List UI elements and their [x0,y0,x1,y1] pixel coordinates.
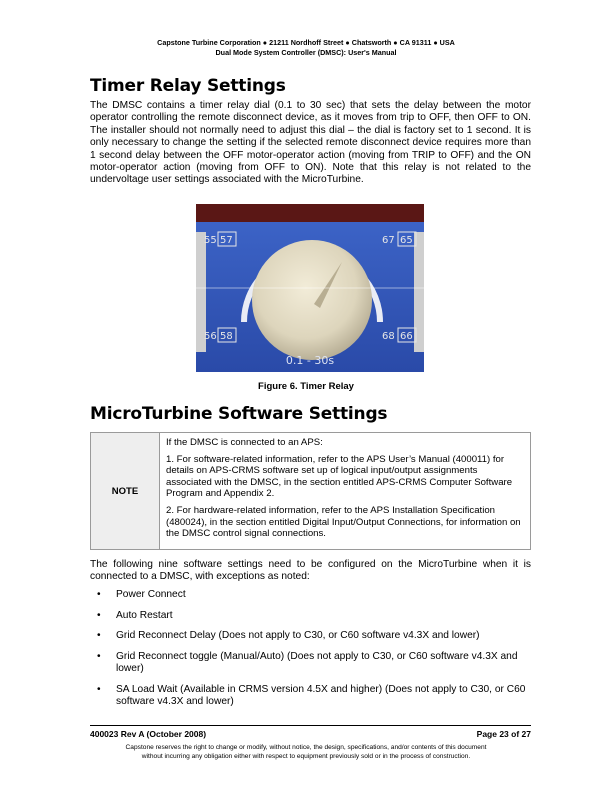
section-title-software-settings: MicroTurbine Software Settings [90,404,388,424]
figure-caption: Figure 6. Timer Relay [258,381,354,392]
terminal-65-label: 65 [400,235,413,246]
list-item-text: Auto Restart [116,609,173,621]
timer-relay-photo [196,204,424,372]
timer-dial [252,240,372,360]
list-item-text: Grid Reconnect toggle (Manual/Auto) (Does not apply to C30, or C60 software v4.3X and lower) [116,650,518,675]
note-label: NOTE [91,433,160,549]
terminal-56-label: 56 [204,331,217,342]
timer-relay-paragraph: The DMSC contains a timer relay dial (0.1 to 30 sec) that sets the delay between the motor operator controlling the remote disconnect device, as it moves from trip to OFF, then OFF to ON. The installer should not normally need to adjust this dial – the dial is factory set to 1 second. It is only necessary to change the setting if the selected remote disconnect device requires more than 1 second delay between the OFF motor-operator action (moving from TRIP to OFF) and the ON motor-operator action (moving from OFF to ON). Note that this relay is not related to the undervoltage user settings associated with the MicroTurbine. [90,100,531,186]
note-paragraph-3: 2. For hardware-related information, refer to the APS Installation Specification (480024), in the section entitled Digital Input/Output Connections, for information on the DMSC control signal connections. [166,504,521,540]
list-item [90,630,531,642]
list-item-text: Grid Reconnect Delay (Does not apply to C30, or C60 software v4.3X and lower) [116,630,480,642]
terminal-66-label: 66 [400,331,413,342]
footer-disclaimer [0,743,612,761]
list-item [90,684,531,709]
footer-disclaimer-line-1: Capstone reserves the right to change or modify, without notice, the design, specifications, and/or contents of this document [125,744,487,751]
terminal-58-label: 58 [220,331,233,342]
footer-disclaimer-line-2: without incurring any obligation either with respect to equipment previously sold or in the process of construction. [141,753,471,760]
footer-divider [90,725,531,726]
footer-page-number: Page 23 of 27 [476,729,531,739]
list-item [90,651,531,676]
bullet-icon: • [97,609,101,621]
note-content [160,433,530,549]
note-box [90,432,531,550]
terminal-68-label: 68 [382,331,395,342]
header-manual-title: Dual Mode System Controller (DMSC): User's Manual [215,48,397,57]
header-company-line: Capstone Turbine Corporation ● 21211 Nordhoff Street ● Chatsworth ● CA 91311 ● USA [157,38,455,47]
list-item-text: SA Load Wait (Available in CRMS version 4.5X and higher) (Does not apply to C30, or C60 software v4.3X and lower) [116,683,526,708]
page-header [0,38,612,58]
dial-range-label: 0.1 - 30s [285,354,335,367]
footer-doc-id: 400023 Rev A (October 2008) [90,729,207,739]
bullet-icon: • [97,650,101,662]
bullet-icon: • [97,683,101,695]
bullet-icon: • [97,589,101,600]
settings-list [90,589,531,717]
list-item [90,589,531,601]
bullet-icon: • [97,630,101,642]
software-settings-intro: The following nine software settings need to be configured on the MicroTurbine when it is connected to a DMSC, with exceptions as noted: [90,559,531,583]
list-item [90,610,531,622]
note-paragraph-2: 1. For software-related information, refer to the APS User’s Manual (400011) for details on APS-CRMS software set up of logical input/output assignments associated with the DMSC, in the section entitled APS-CRMS Computer Software Program and Appendix 2. [166,453,513,500]
list-item-text: Power Connect [116,589,186,600]
note-paragraph-1: If the DMSC is connected to an APS: [166,437,323,448]
terminal-55-label: 55 [204,235,217,246]
section-title-timer-relay: Timer Relay Settings [90,76,286,96]
terminal-67-label: 67 [382,235,395,246]
terminal-57-label: 57 [220,235,233,246]
